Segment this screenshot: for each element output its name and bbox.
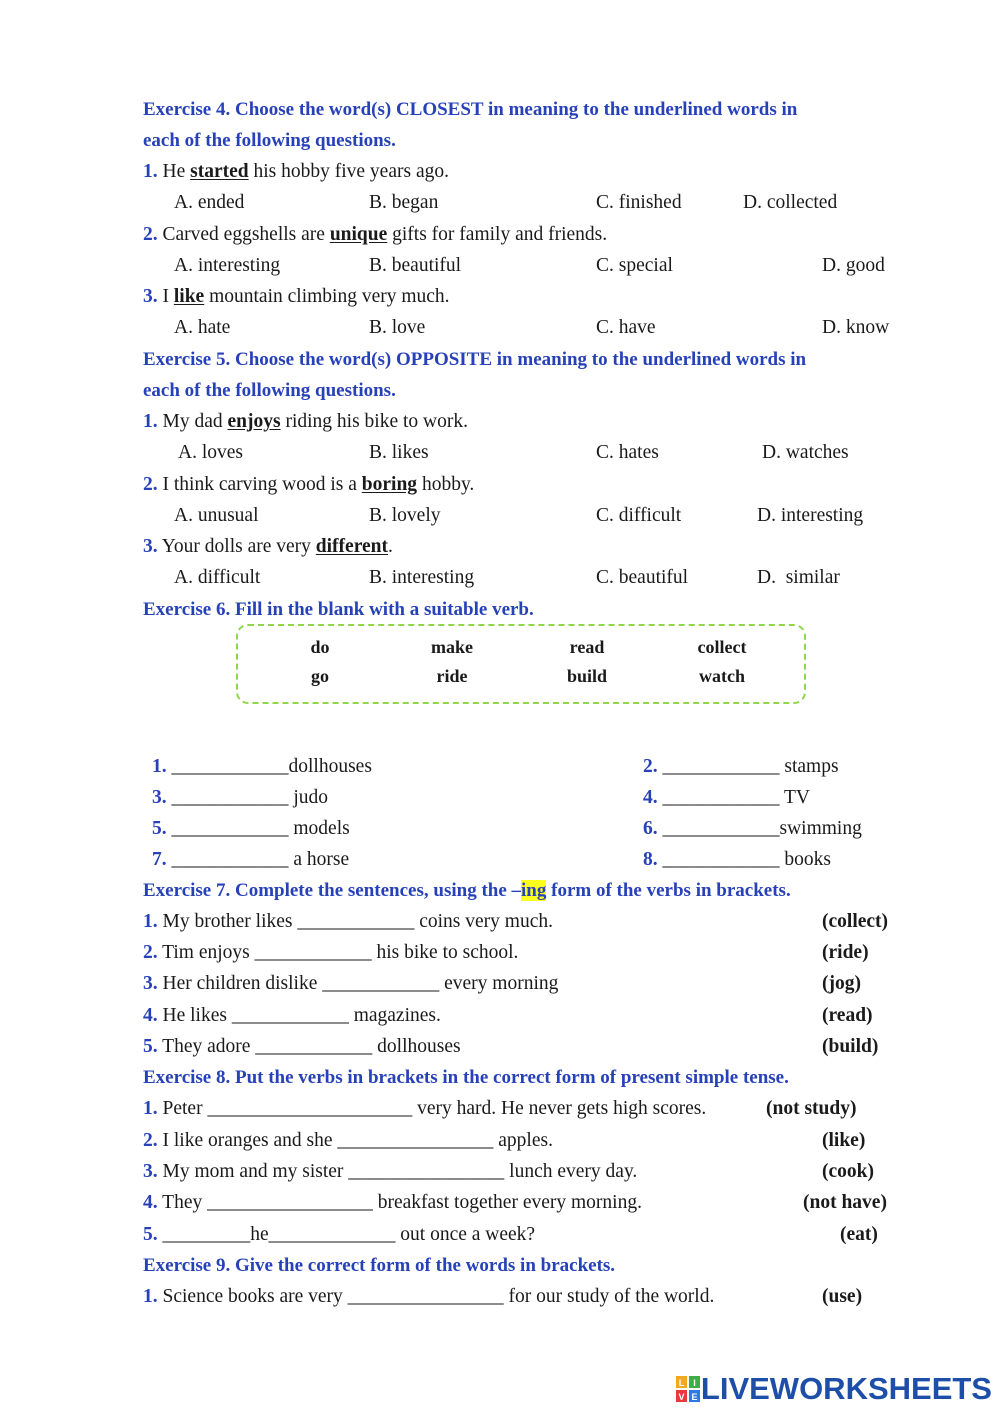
verb-hint: (like) [822,1130,866,1151]
ex4-question-3 [143,284,450,310]
word-box-word: ride [436,666,468,686]
question-text: I [162,286,174,307]
ex6-item-6 [643,816,862,842]
title-text: Exercise 7. Complete the sentences, using the – [143,880,522,901]
sentence[interactable]: Tim enjoys ____________ his bike to school. [162,942,519,963]
sentence[interactable]: Peter _____________________ very hard. He never gets high scores. [162,1098,707,1119]
fill-blank[interactable]: ____________ models [171,818,350,839]
question-text: riding his bike to work. [280,411,468,432]
liveworksheets-logo-icon [675,1375,701,1403]
ex4-question-1 [143,159,449,185]
sentence[interactable]: Her children dislike ____________ every morning [162,973,559,994]
question-text: My dad [162,411,228,432]
sentence[interactable]: I like oranges and she ________________ apples. [162,1130,553,1151]
ex5-q1-option-c: C. hates [596,442,659,463]
underlined-word: different [315,536,388,557]
ex8-item-1 [143,1096,706,1122]
question-text: his hobby five years ago. [248,161,449,182]
item-number: 2. [143,1130,158,1151]
verb-hint: (cook) [822,1161,874,1182]
ex5-q1-option-b: B. likes [369,442,429,463]
exercise-4-title-cont: each of the following questions. [143,130,396,151]
question-number: 2. [143,474,158,495]
verb-hint: (eat) [840,1224,878,1245]
ex4-q2-option-b: B. beautiful [369,255,462,276]
ex5-q2-option-c: C. difficult [596,505,682,526]
question-text: I think carving wood is a [162,474,362,495]
question-text: mountain climbing very much. [204,286,450,307]
word-box [236,624,806,704]
logo-text: LIVEWORKSHEETS [700,1371,992,1406]
ex4-question-2 [143,222,607,248]
item-number: 4. [143,1005,158,1026]
item-number: 1. [143,911,158,932]
question-number: 1. [143,161,158,182]
word-box-word: go [311,666,329,686]
word-box-word: build [566,666,608,686]
fill-blank[interactable]: ____________ books [662,849,831,870]
question-text: hobby. [417,474,475,495]
ex4-q3-option-a: A. hate [174,317,231,338]
logo-mark-letter: I [693,1378,696,1388]
ex4-q3-option-b: B. love [369,317,426,338]
exercise-5-title-cont: each of the following questions. [143,380,396,401]
ex4-q1-option-c: C. finished [596,192,682,213]
item-number: 1. [143,1098,158,1119]
sentence[interactable]: He likes ____________ magazines. [162,1005,441,1026]
ex8-item-5 [143,1222,535,1248]
ex4-q2-option-a: A. interesting [174,255,281,276]
exercise-9-title: Exercise 9. Give the correct form of the words in brackets. [143,1255,616,1276]
ex7-item-1 [143,909,553,935]
fill-blank[interactable]: ____________ stamps [662,756,839,777]
item-number: 5. [152,818,167,839]
item-number: 3. [143,1161,158,1182]
ex5-q2-option-a: A. unusual [174,505,259,526]
ex4-q1-option-d: D. collected [743,192,838,213]
sentence[interactable]: _________he_____________ out once a week? [162,1224,536,1245]
exercise-7-title [143,878,791,904]
verb-hint: (not study) [766,1098,857,1119]
item-number: 6. [643,818,658,839]
ex5-q3-option-a: A. difficult [174,567,261,588]
ex4-q1-option-a: A. ended [174,192,245,213]
question-text: gifts for family and friends. [387,224,608,245]
ex4-q3-option-c: C. have [596,317,656,338]
word-box-word: read [569,637,605,657]
item-number: 5. [143,1036,158,1057]
word-box-word: do [310,637,330,657]
ex6-item-3 [152,785,328,811]
sentence[interactable]: Science books are very ________________ for our study of the world. [162,1286,715,1307]
exercise-5-title: Exercise 5. Choose the word(s) OPPOSITE in meaning to the underlined words in [143,349,807,370]
question-number: 2. [143,224,158,245]
ex6-item-8 [643,847,831,873]
logo-mark-letter: L [678,1378,685,1388]
item-number: 8. [643,849,658,870]
ex5-q3-option-c: C. beautiful [596,567,689,588]
underlined-word: unique [329,224,388,245]
fill-blank[interactable]: ____________dollhouses [171,756,372,777]
ex5-q2-option-b: B. lovely [369,505,441,526]
title-text: form of the verbs in brackets. [546,880,791,901]
ex4-q3-option-d: D. know [822,317,890,338]
fill-blank[interactable]: ____________swimming [662,818,862,839]
question-number: 3. [143,536,158,557]
ex5-q1-option-a: A. loves [178,442,243,463]
ex5-q2-option-d: D. interesting [757,505,864,526]
word-box-word: collect [697,637,747,657]
sentence[interactable]: They adore ____________ dollhouses [162,1036,461,1057]
item-number: 2. [143,942,158,963]
ex8-item-3 [143,1159,637,1185]
logo-mark-letter: E [691,1392,698,1402]
word-box-word: watch [699,666,745,686]
underlined-word: boring [361,474,418,495]
ex8-item-4 [143,1190,642,1216]
highlighted-text: ing [521,880,547,901]
question-number: 3. [143,286,158,307]
item-number: 4. [143,1192,158,1213]
ex5-q1-option-d: D. watches [762,442,849,463]
verb-hint: (read) [822,1005,873,1026]
item-number: 1. [152,756,167,777]
ex5-question-2 [143,472,474,498]
liveworksheets-logo[interactable] [675,1371,992,1407]
question-number: 1. [143,411,158,432]
ex6-item-7 [152,847,349,873]
verb-hint: (not have) [803,1192,887,1213]
ex7-item-4 [143,1003,441,1029]
logo-mark-letter: V [678,1392,685,1402]
verb-hint: (use) [822,1286,863,1307]
ex6-item-1 [152,754,372,780]
ex9-item-1 [143,1284,714,1310]
verb-hint: (jog) [822,973,861,994]
fill-blank[interactable]: ____________ a horse [171,849,350,870]
item-number: 3. [143,973,158,994]
verb-hint: (collect) [822,911,889,932]
ex5-question-3 [143,534,393,560]
question-text: He [162,161,191,182]
underlined-word: enjoys [227,411,281,432]
item-number: 5. [143,1224,158,1245]
ex7-item-2 [143,940,518,966]
ex4-q2-option-c: C. special [596,255,673,276]
verb-hint: (build) [822,1036,879,1057]
ex5-q3-option-d: D. similar [757,567,840,588]
ex7-item-3 [143,971,558,997]
sentence[interactable]: They _________________ breakfast together every morning. [162,1192,642,1213]
verb-hint: (ride) [822,942,869,963]
word-box-word: make [431,637,473,657]
ex4-q1-option-b: B. began [369,192,439,213]
item-number: 4. [643,787,658,808]
ex6-item-2 [643,754,839,780]
ex8-item-2 [143,1128,553,1154]
ex5-q3-option-b: B. interesting [369,567,475,588]
sentence[interactable]: My brother likes ____________ coins very much. [162,911,553,932]
exercise-6-title: Exercise 6. Fill in the blank with a suitable verb. [143,599,534,620]
exercise-4-title: Exercise 4. Choose the word(s) CLOSEST in meaning to the underlined words in [143,99,798,120]
item-number: 1. [143,1286,158,1307]
ex6-item-5 [152,816,350,842]
item-number: 2. [643,756,658,777]
item-number: 3. [152,787,167,808]
fill-blank[interactable]: ____________ TV [662,787,811,808]
exercise-8-title: Exercise 8. Put the verbs in brackets in the correct form of present simple tense. [143,1067,789,1088]
sentence[interactable]: My mom and my sister ________________ lunch every day. [162,1161,638,1182]
ex7-item-5 [143,1034,461,1060]
question-text: . [388,536,393,557]
ex5-question-1 [143,409,468,435]
fill-blank[interactable]: ____________ judo [171,787,329,808]
ex6-item-4 [643,785,810,811]
question-text: Your dolls are very [161,536,316,557]
question-text: Carved eggshells are [162,224,330,245]
item-number: 7. [152,849,167,870]
underlined-word: started [190,161,249,182]
ex4-q2-option-d: D. good [822,255,885,276]
underlined-word: like [173,286,205,307]
